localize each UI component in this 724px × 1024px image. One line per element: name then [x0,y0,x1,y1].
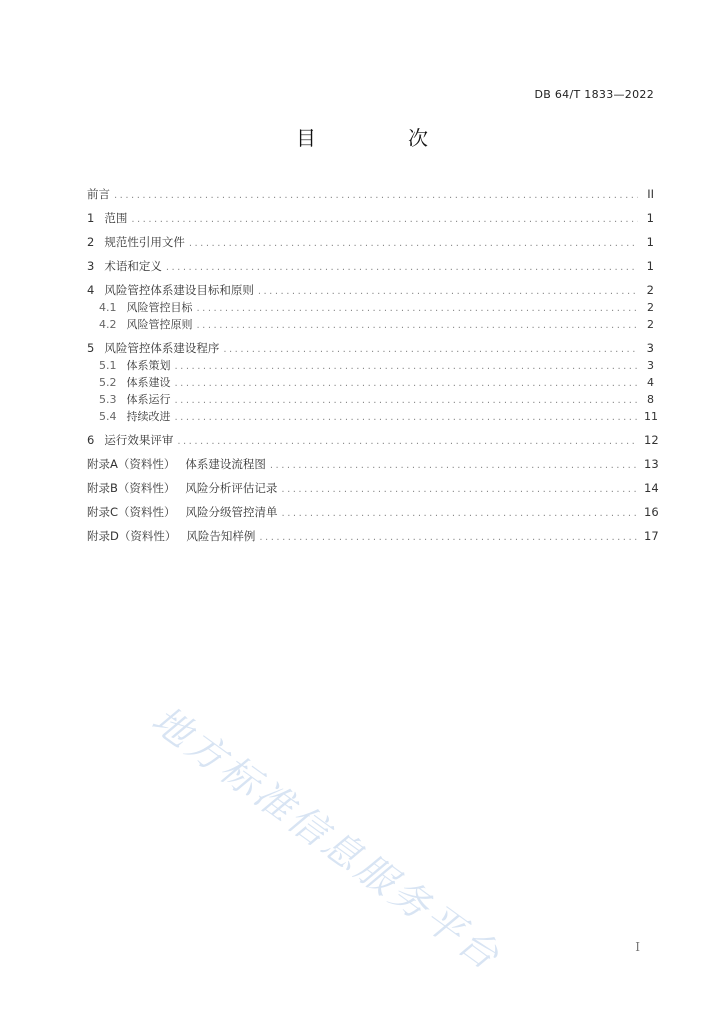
toc-entry-number: 5 [87,341,95,355]
toc-entry-number: 附录B（资料性） [87,481,176,495]
toc-entry-page: 2 [647,301,654,314]
toc-entry-page: 17 [644,529,659,543]
toc-subentry[interactable] [87,408,658,425]
dot-leader [175,358,639,375]
toc-subentry[interactable] [87,391,654,408]
toc-subentry[interactable] [87,357,654,374]
toc-entry-number: 5.2 [99,376,117,389]
toc-entry-label: 风险管控原则 [126,318,193,331]
dot-leader [197,300,639,317]
toc-entry-label: 规范性引用文件 [104,235,185,249]
dot-leader [166,259,638,276]
watermark: 地方标准信息服务平台 [143,697,510,980]
toc-entry-page: 4 [647,376,654,389]
toc-entry-number: 附录A（资料性） [87,457,176,471]
dot-leader [175,392,639,409]
dot-leader [281,481,638,498]
toc-entry-number: 附录D（资料性） [87,529,177,543]
dot-leader [258,283,638,300]
toc-entry-label: 风险管控体系建设目标和原则 [104,283,254,297]
toc-entry-page: 12 [644,433,659,447]
toc-subentry[interactable] [87,299,654,316]
toc-entry[interactable] [87,258,654,275]
toc-entry[interactable] [87,456,659,473]
page-number: I [635,940,640,954]
toc-entry[interactable] [87,504,659,521]
toc-entry-page: 8 [647,393,654,406]
toc-entry-number: 5.3 [99,393,117,406]
toc-entry-page: 2 [647,318,654,331]
dot-leader [177,433,638,450]
toc-entry-label: 运行效果评审 [104,433,174,447]
toc-entry-number: 附录C（资料性） [87,505,176,519]
toc-entry-label: 体系建设 [126,376,171,389]
toc-entry[interactable] [87,480,659,497]
toc-entry-label: 体系建设流程图 [185,457,266,471]
dot-leader [131,211,638,228]
toc-subentry[interactable] [87,374,654,391]
toc-entry-label: 持续改进 [126,410,171,423]
toc-entry-number: 4 [87,283,95,297]
toc-entry-page: 3 [647,359,654,372]
toc-entry-label: 范围 [104,211,128,225]
dot-leader [197,317,639,334]
toc-entry-label: 风险分级管控清单 [185,505,278,519]
toc-entry-page: II [647,187,654,201]
toc-entry[interactable] [87,210,654,227]
toc-subentry[interactable] [87,316,654,333]
toc-entry-page: 16 [644,505,659,519]
toc-entry-page: 1 [646,235,654,249]
toc-entry-number: 5.1 [99,359,117,372]
page-title: 目 次 [296,126,464,150]
toc-entry-page: 3 [646,341,654,355]
toc-entry-label: 风险管控目标 [126,301,193,314]
toc-entry-number: 4.2 [99,318,117,331]
document-code: DB 64/T 1833—2022 [534,88,654,101]
toc-entry-number: 4.1 [99,301,117,314]
toc-entry[interactable] [87,432,659,449]
toc-entry-page: 2 [646,283,654,297]
table-of-contents [87,186,659,545]
dot-leader [223,341,638,358]
toc-entry-label: 体系运行 [126,393,171,406]
toc-entry-page: 11 [644,410,658,423]
dot-leader [189,235,638,252]
toc-entry-label: 术语和定义 [104,259,162,273]
dot-leader [259,529,638,546]
toc-entry-label: 风险告知样例 [186,529,256,543]
dot-leader [282,505,638,522]
toc-entry-number: 5.4 [99,410,117,423]
toc-entry-number: 6 [87,433,95,447]
dot-leader [270,457,638,474]
toc-entry-label: 风险分析评估记录 [185,481,278,495]
dot-leader [175,375,639,392]
toc-entry-number: 1 [87,211,95,225]
toc-entry[interactable] [87,282,654,299]
toc-entry-label: 风险管控体系建设程序 [104,341,220,355]
toc-entry-label: 体系策划 [126,359,171,372]
dot-leader [114,187,638,204]
toc-entry-number: 2 [87,235,95,249]
toc-entry-page: 13 [644,457,659,471]
toc-entry[interactable] [87,340,654,357]
toc-entry[interactable] [87,234,654,251]
toc-entry[interactable] [87,186,654,203]
toc-entry-page: 1 [646,211,654,225]
toc-entry-page: 14 [644,481,659,495]
toc-entry-page: 1 [646,259,654,273]
toc-entry-number: 3 [87,259,95,273]
toc-entry[interactable] [87,528,659,545]
toc-entry-label: 前言 [87,187,110,201]
dot-leader [175,409,639,426]
